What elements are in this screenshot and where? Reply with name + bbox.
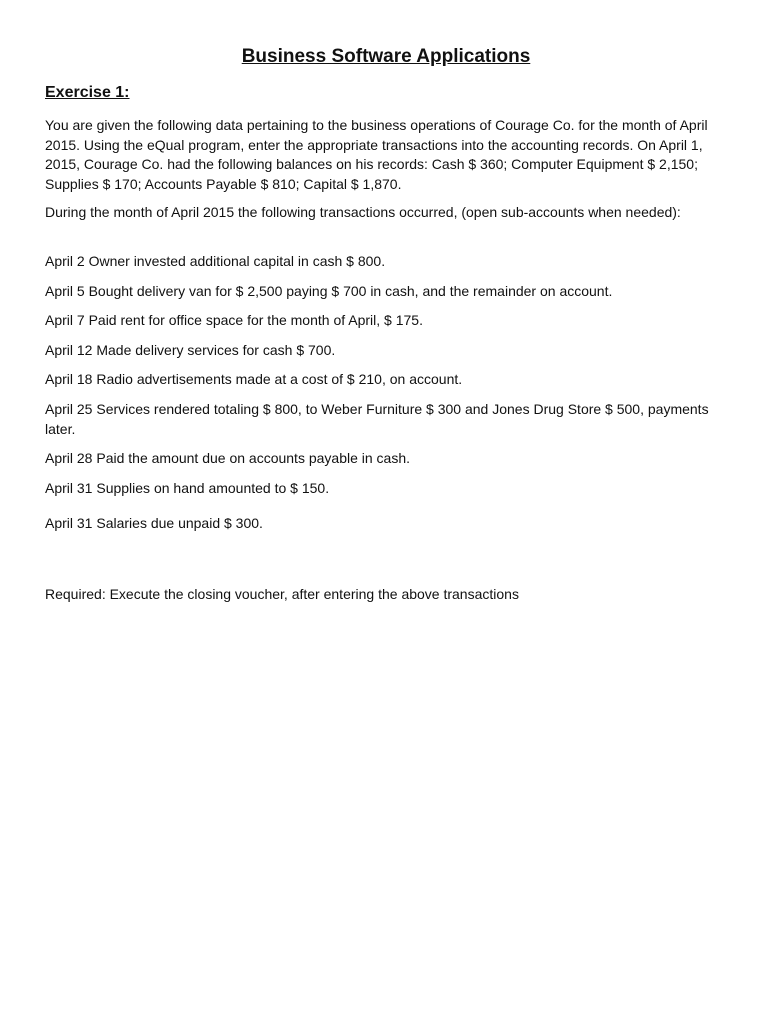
transaction-item: April 25 Services rendered totaling $ 800, to Weber Furniture $ 300 and Jones Drug Store $ 500, payments later. [45, 401, 709, 437]
transaction-item: April 28 Paid the amount due on accounts payable in cash. [45, 450, 411, 466]
transactions-intro-paragraph: During the month of April 2015 the following transactions occurred, (open sub-accounts when needed): [45, 204, 681, 220]
transaction-item: April 18 Radio advertisements made at a cost of $ 210, on account. [45, 371, 463, 387]
transaction-item: April 5 Bought delivery van for $ 2,500 paying $ 700 in cash, and the remainder on account. [45, 283, 613, 299]
document-title: Business Software Applications [241, 46, 531, 67]
intro-paragraph: You are given the following data pertaining to the business operations of Courage Co. for the month of April 2015. Using the eQual program, enter the appropriate transactions into the accounting records. On April 1, 2015, Courage Co. had the following balances on his records: Cash $ 360; Computer Equipment $ 2,150; Supplies $ 170; Accounts Payable $ 810; Capital $ 1,870. [45, 117, 708, 192]
transaction-item: April 31 Salaries due unpaid $ 300. [45, 515, 263, 531]
transaction-item: April 31 Supplies on hand amounted to $ 150. [45, 480, 330, 496]
required-paragraph: Required: Execute the closing voucher, after entering the above transactions [45, 586, 519, 602]
transaction-item: April 7 Paid rent for office space for the month of April, $ 175. [45, 312, 423, 328]
exercise-heading: Exercise 1: [45, 84, 130, 101]
transaction-item: April 2 Owner invested additional capital in cash $ 800. [45, 253, 386, 269]
transaction-item: April 12 Made delivery services for cash $ 700. [45, 342, 336, 358]
